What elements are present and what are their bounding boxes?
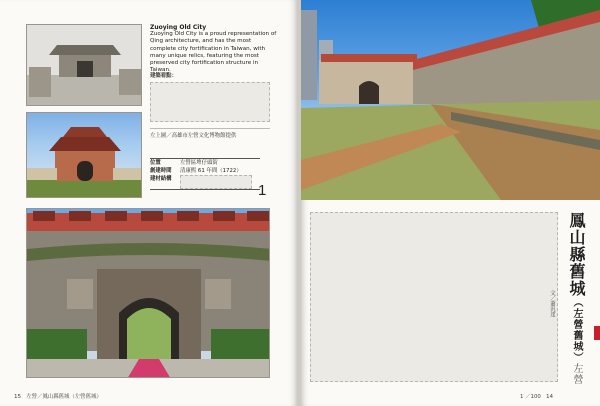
info-key: 創建時間 [150,168,172,174]
north-gate-photo [26,208,270,378]
info-row [150,159,260,167]
english-caption-title: Zuoying Old City [150,24,207,31]
illegible-article-text [310,212,558,382]
illegible-info-value [180,175,252,189]
photo-credit: 左上圖／高雄市左營文化博物館提供 [150,133,237,139]
right-footer [520,392,553,400]
gate-tower-photo [26,112,142,198]
english-caption-body: Zuoying Old City is a proud representation of Qing architecture, and has the most complete city fortification in Taiwan, with many unique relics, featuring the most preserved city fortification structure in Taiwan. [150,31,277,74]
article-title-sub: （左營舊城） [571,297,582,363]
left-footer-label: 左營／鳳山縣舊城（左營舊城） [26,394,102,400]
info-key: 建材結構 [150,176,172,182]
author-credit: 文／蕭汎達 [549,290,555,317]
left-footer [14,392,102,400]
city-wall-photo [301,0,600,200]
info-value: 左營區埤仔頭街 [180,160,218,166]
info-value: 清康熙 61 年間（1722） [180,168,242,174]
article-section-tag: 左營 [571,363,582,385]
right-page-number: 14 [545,394,554,400]
english-caption [150,24,278,74]
chapter-number: 1 [258,182,267,199]
info-box [150,158,260,190]
right-page-fraction: 1 ／100 [520,394,541,400]
caption-divider [150,128,270,129]
info-key: 位置 [150,160,161,166]
info-row [150,167,260,175]
chinese-caption [150,72,278,122]
chapter-tab-marker [594,326,600,340]
article-title [562,212,588,385]
info-row [150,175,260,189]
article-title-main: 鳳山縣舊城 [567,212,586,297]
old-city-gate-sketch-photo [26,24,142,106]
illegible-caption-block [150,82,270,122]
chinese-caption-heading: 建築看點： [150,73,177,79]
left-page-number: 15 [14,394,22,400]
